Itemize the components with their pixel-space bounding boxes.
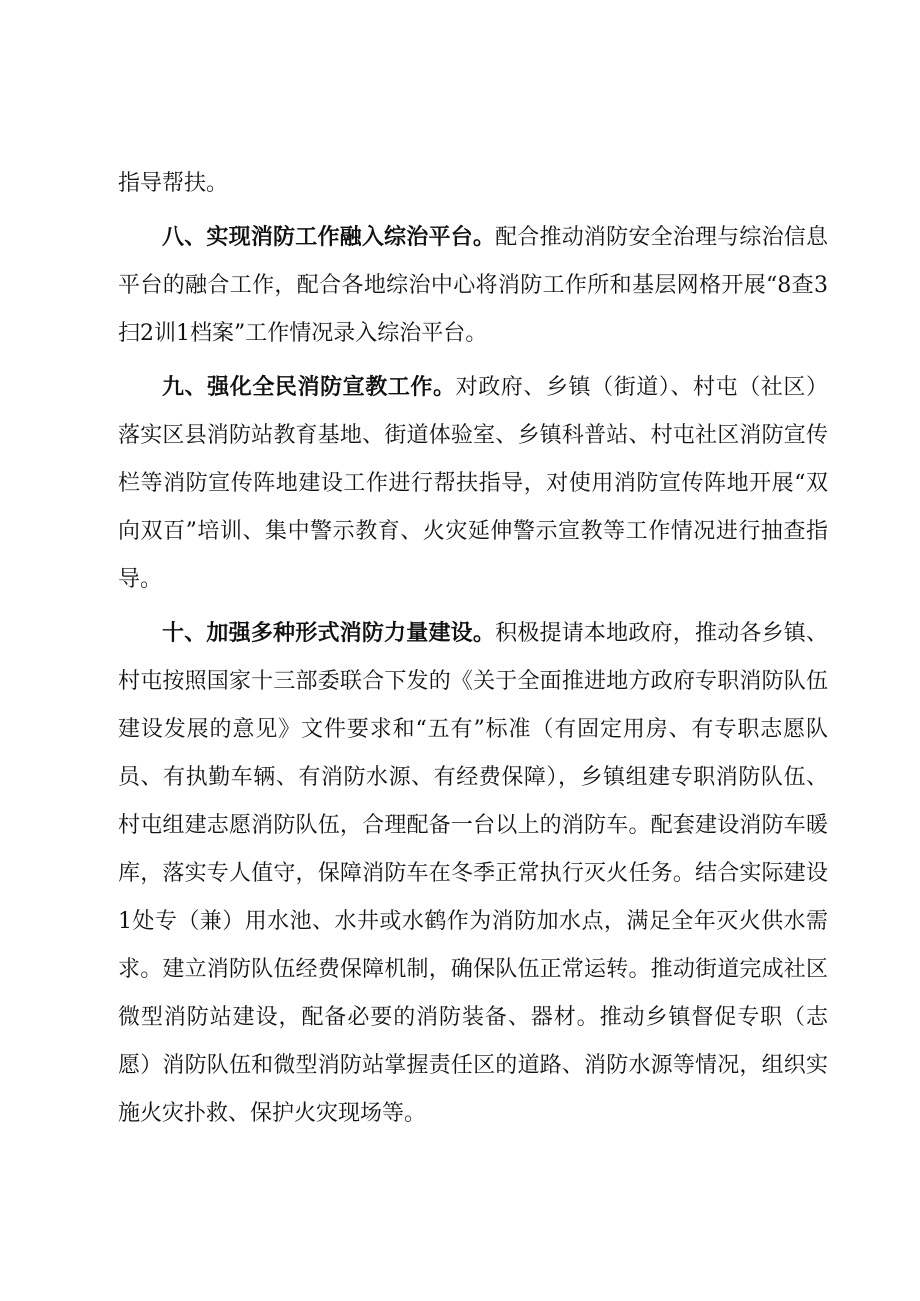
section-9-body: 对政府、乡镇（街道）、村屯（社区）落实区县消防站教育基地、街道体验室、乡镇科普站、村屯社区消防宣传栏等消防宣传阵地建设工作进行帮扶指导，对使用消防宣传阵地开展“双向双百”培训、集中警示教育、火灾延伸警示宣教等工作情况进行抽查指导。: [118, 375, 828, 592]
section-8-body: 配合推动消防安全治理与综治信息平台的融合工作，配合各地综治中心将消防工作所和基层网格开展“8查3扫2训1档案”工作情况录入综治平台。: [118, 225, 828, 346]
continuation-paragraph: [118, 160, 828, 208]
section-10-body: 积极提请本地政府，推动各乡镇、村屯按照国家十三部委联合下发的《关于全面推进地方政府专职消防队伍建设发展的意见》文件要求和“五有”标准（有固定用房、有专职志愿队员、有执勤车辆、有消防水源、有经费保障），乡镇组建专职消防队伍、村屯组建志愿消防队伍，合理配备一台以上的消防车。配套建设消防车暖库，落实专人值守，保障消防车在冬季正常执行灭火任务。结合实际建设1处专（兼）用水池、水井或水鹤作为消防加水点，满足全年灭火供水需求。建立消防队伍经费保障机制，确保队伍正常运转。推动街道完成社区微型消防站建设，配备必要的消防装备、器材。推动乡镇督促专职（志愿）消防队伍和微型消防站掌握责任区的道路、消防水源等情况，组织实施火灾扑救、保护火灾现场等。: [118, 621, 828, 1126]
document-body: [118, 160, 828, 1138]
section-9-heading: 九、强化全民消防宣教工作。: [162, 375, 456, 400]
section-9-paragraph: [118, 364, 828, 604]
continuation-text: 指导帮扶。: [118, 171, 229, 196]
section-8-paragraph: [118, 214, 828, 358]
section-10-paragraph: [118, 610, 828, 1138]
section-10-heading: 十、加强多种形式消防力量建设。: [162, 621, 496, 646]
section-8-heading: 八、实现消防工作融入综治平台。: [162, 225, 496, 250]
